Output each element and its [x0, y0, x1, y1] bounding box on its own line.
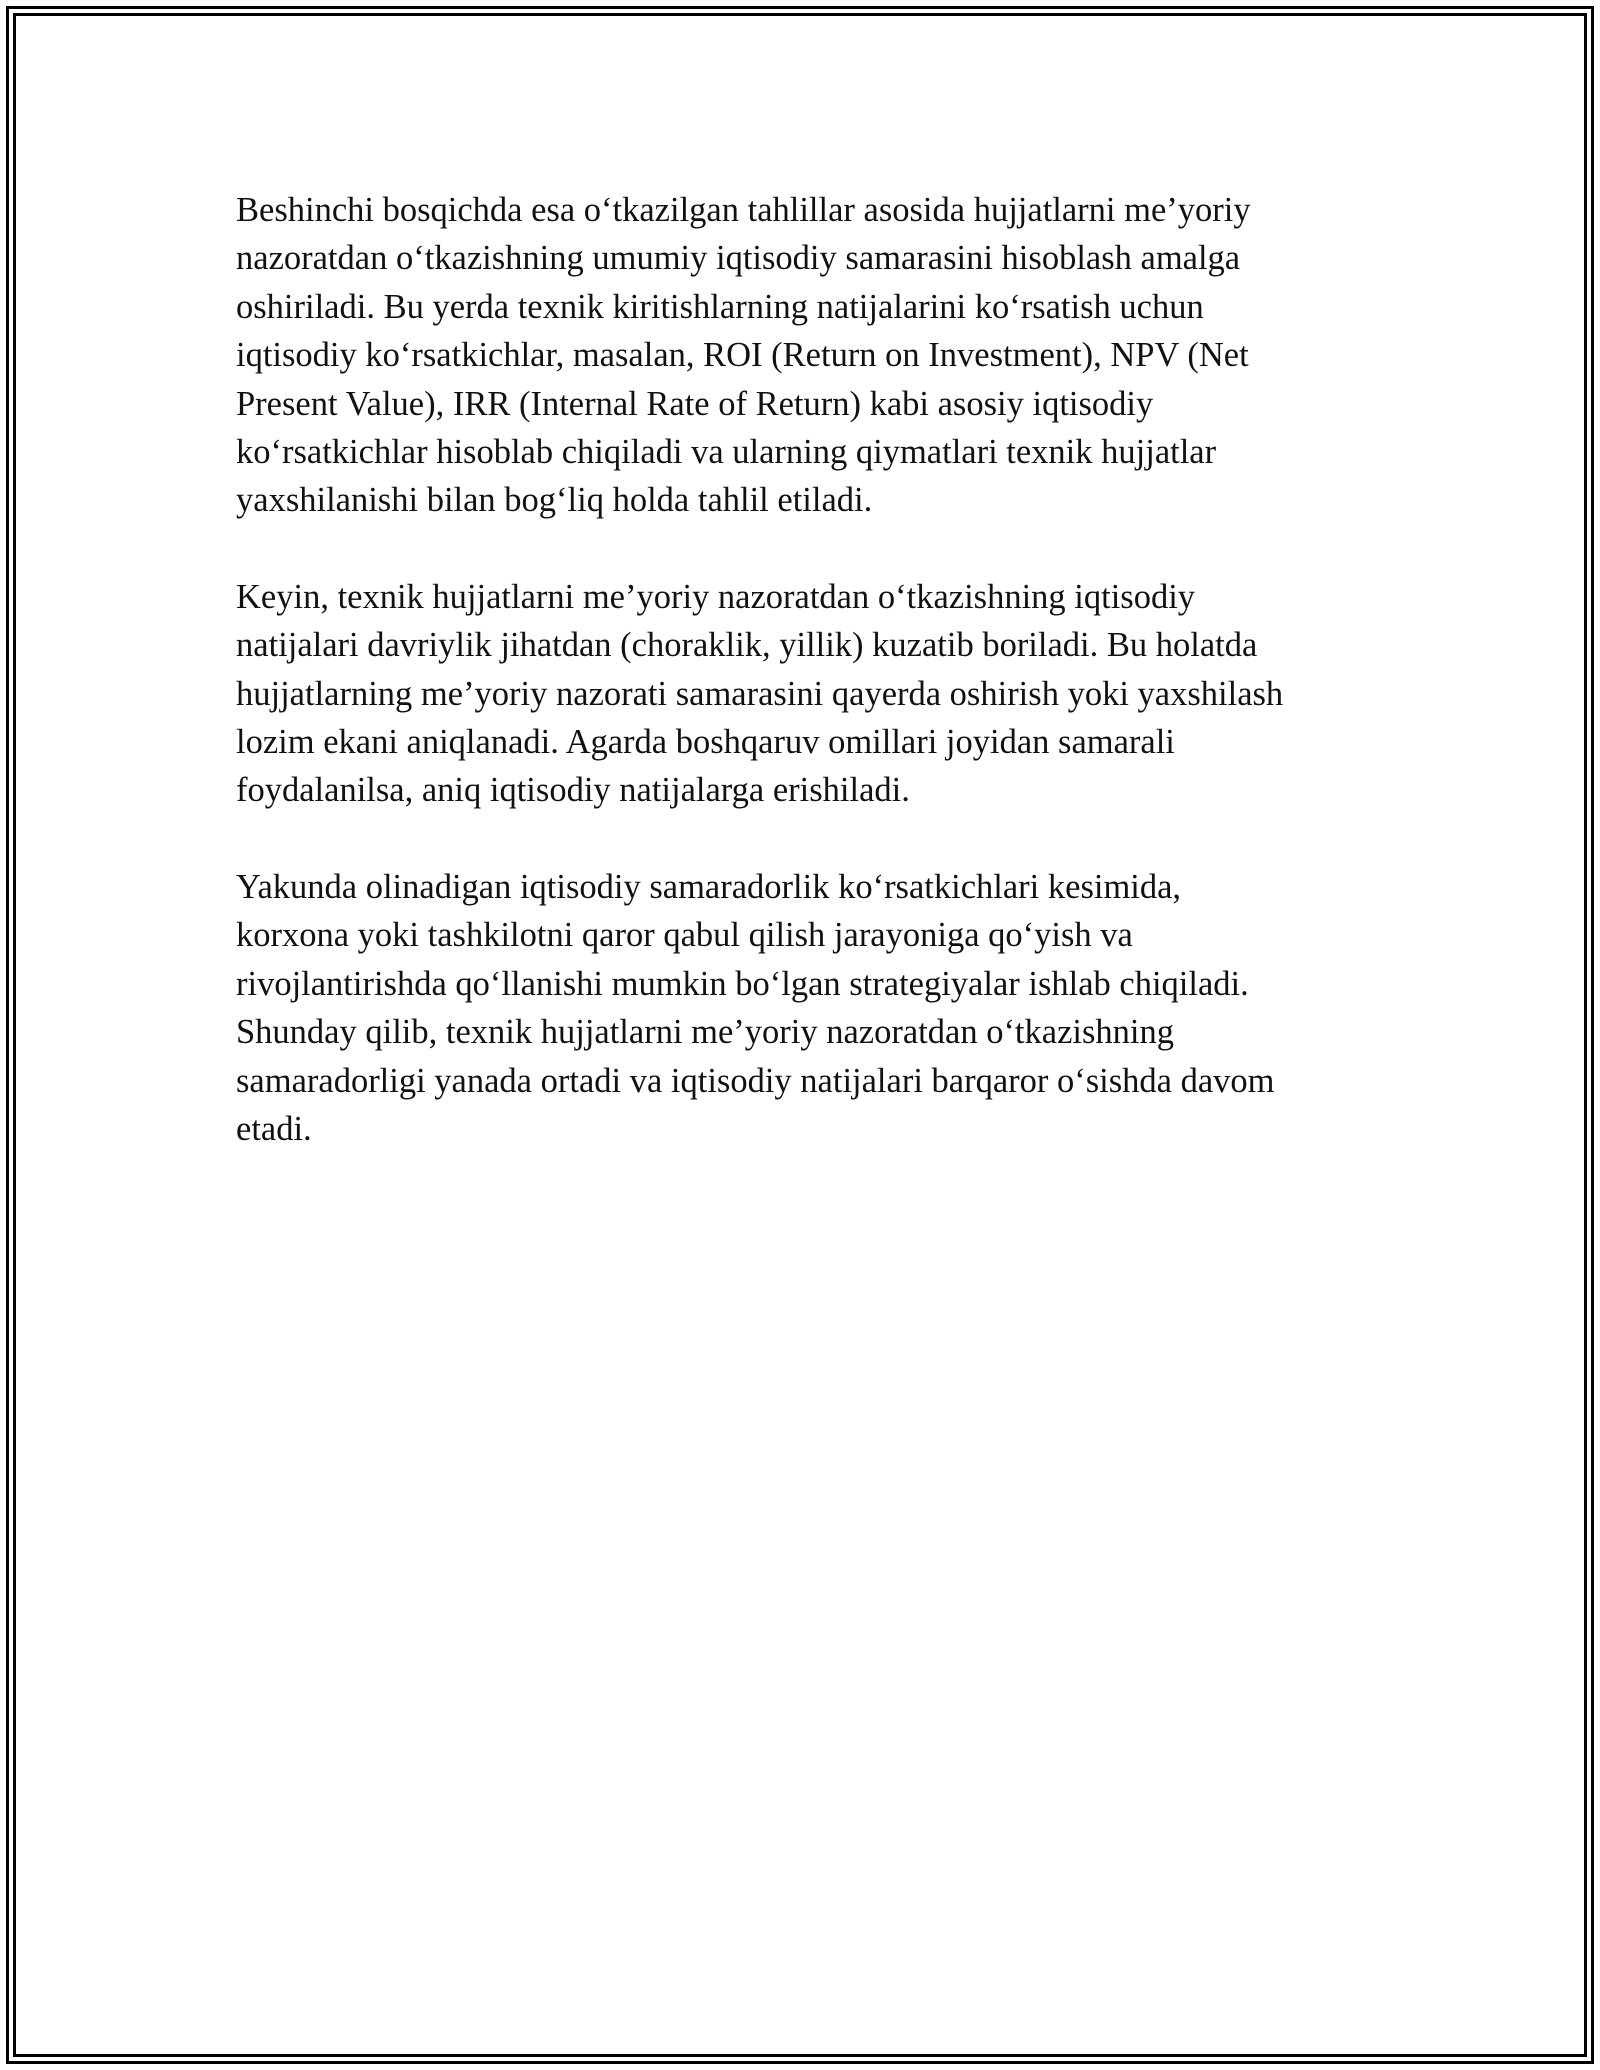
text-line: hujjatlarning me’yoriy nazorati samarasini qayerda oshirish yoki yaxshilash: [236, 674, 1284, 713]
text-line: samaradorligi yanada ortadi va iqtisodiy natijalari barqaror o‘sishda davom: [236, 1061, 1275, 1100]
text-line: nazoratdan o‘tkazishning umumiy iqtisodiy samarasini hisoblash amalga: [236, 239, 1241, 278]
paragraph-2: [236, 573, 1366, 815]
text-line: rivojlantirishda qo‘llanishi mumkin bo‘lgan strategiyalar ishlab chiqiladi.: [236, 964, 1249, 1003]
text-line: Beshinchi bosqichda esa o‘tkazilgan tahlillar asosida hujjatlarni me’yoriy: [236, 191, 1251, 229]
document-body: [236, 186, 1366, 1201]
text-line: oshiriladi. Bu yerda texnik kiritishlarning natijalarini ko‘rsatish uchun: [236, 287, 1204, 326]
text-line: Present Value), IRR (Internal Rate of Return) kabi asosiy iqtisodiy: [236, 384, 1154, 423]
text-line: natijalari davriylik jihatdan (choraklik, yillik) kuzatib boriladi. Bu holatda: [236, 626, 1258, 665]
text-line: Shunday qilib, texnik hujjatlarni me’yoriy nazoratdan o‘tkazishning: [236, 1013, 1174, 1052]
text-line: ko‘rsatkichlar hisoblab chiqiladi va ularning qiymatlari texnik hujjatlar: [236, 433, 1217, 472]
text-line: Yakunda olinadigan iqtisodiy samaradorlik ko‘rsatkichlari kesimida,: [236, 867, 1182, 906]
text-line: yaxshilanishi bilan bog‘liq holda tahlil etiladi.: [236, 481, 873, 520]
paragraph-3: [236, 863, 1366, 1153]
paragraph-1: [236, 186, 1366, 525]
text-line: Keyin, texnik hujjatlarni me’yoriy nazoratdan o‘tkazishning iqtisodiy: [236, 577, 1196, 616]
text-line: korxona yoki tashkilotni qaror qabul qilish jarayoniga qo‘yish va: [236, 916, 1133, 955]
text-line: foydalanilsa, aniq iqtisodiy natijalarga erishiladi.: [236, 771, 910, 810]
text-line: etadi.: [236, 1109, 312, 1148]
text-line: lozim ekani aniqlanadi. Agarda boshqaruv omillari joyidan samarali: [236, 723, 1175, 762]
text-line: iqtisodiy ko‘rsatkichlar, masalan, ROI (Return on Investment), NPV (Net: [236, 336, 1249, 375]
